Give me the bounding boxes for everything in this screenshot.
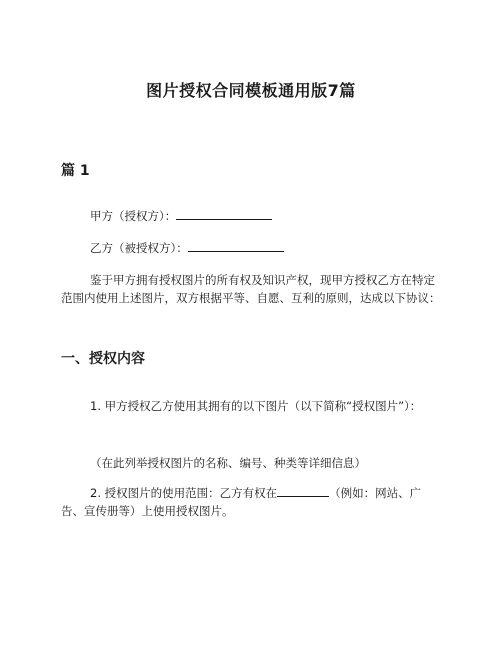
clause-1-note: （在此列举授权图片的名称、编号、种类等详细信息） [90, 456, 366, 470]
clause-2-blank [277, 484, 329, 497]
section-heading: 篇 1 [61, 163, 90, 179]
clause-2-prefix: 2. 授权图片的使用范围：乙方有权在 [90, 486, 278, 500]
article-1-heading: 一、授权内容 [61, 351, 145, 367]
preamble-paragraph: 鉴于甲方拥有授权图片的所有权及知识产权，现甲方授权乙方在特定范围内使用上述图片，双方根据平等、自愿、互利的原则，达成以下协议： [61, 273, 441, 305]
clause-2-suffix: （例如：网站、广告、宣传册等）上使用授权图片。 [61, 486, 422, 518]
party-a-blank [176, 207, 272, 220]
party-b-blank [188, 239, 284, 252]
document-title: 图片授权合同模板通用版7篇 [146, 81, 356, 100]
party-a-line [90, 207, 272, 225]
party-b-line [90, 239, 284, 257]
clause-1-paragraph: 1. 甲方授权乙方使用其拥有的以下图片（以下简称“授权图片”）： [90, 399, 422, 413]
party-b-label: 乙方（被授权方）： [90, 241, 188, 255]
party-a-label: 甲方（授权方）： [90, 209, 177, 223]
clause-2-paragraph [61, 484, 441, 520]
